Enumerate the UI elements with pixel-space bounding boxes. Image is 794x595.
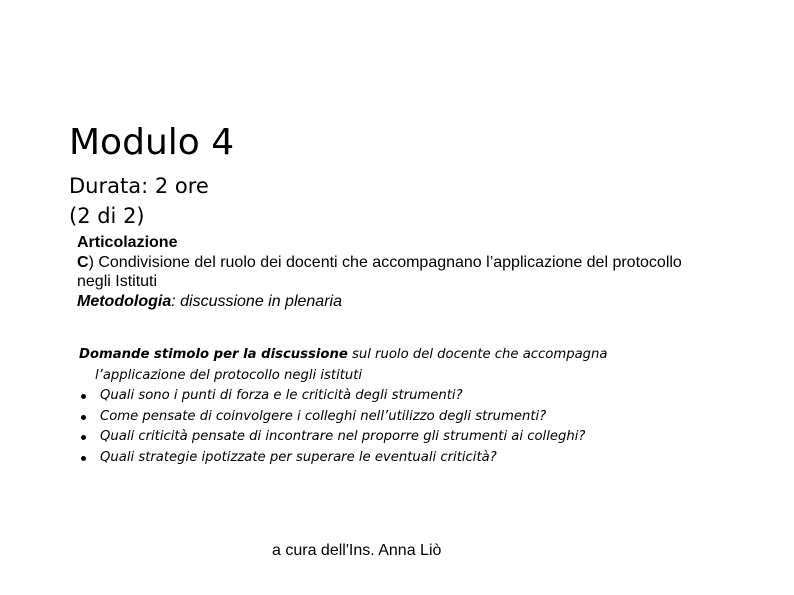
part-text: (2 di 2) <box>69 204 145 228</box>
question-text: Quali strategie ipotizzate per superare le eventuali criticità? <box>100 449 497 465</box>
question-text: Quali criticità pensate di incontrare nel proporre gli strumenti ai colleghi? <box>100 429 586 445</box>
questions-list <box>79 386 679 468</box>
bullet-icon <box>81 415 86 420</box>
questions-intro <box>79 345 679 366</box>
slide-title: Modulo 4 <box>69 122 235 163</box>
list-item <box>79 427 679 448</box>
articolazione-description <box>77 253 697 292</box>
slide-subtitle <box>69 171 209 231</box>
articolazione-heading: Articolazione <box>77 234 178 251</box>
bullet-icon <box>81 456 86 461</box>
methodology-text: : discussione in plenaria <box>171 292 342 310</box>
list-item <box>79 448 679 469</box>
questions-intro-rest: sul ruolo del docente che accompagna <box>347 347 608 362</box>
methodology-label: Metodologia <box>77 292 172 310</box>
articolazione-letter: C <box>77 253 89 271</box>
methodology-line <box>77 292 697 312</box>
list-item <box>79 386 679 407</box>
articolazione-block <box>77 233 697 311</box>
author-credit: a cura dell'Ins. Anna Liò <box>272 542 442 559</box>
bullet-icon <box>81 394 86 399</box>
questions-intro-bold: Domande stimolo per la discussione <box>79 347 348 362</box>
question-text: Quali sono i punti di forza e le criticità degli strumenti? <box>100 388 463 404</box>
list-item <box>79 407 679 428</box>
questions-intro-line2: l’applicazione del protocollo negli istituti <box>95 367 363 383</box>
bullet-icon <box>81 435 86 440</box>
duration-text: Durata: 2 ore <box>69 174 209 198</box>
discussion-questions <box>79 345 679 469</box>
articolazione-text: ) Condivisione del ruolo dei docenti che accompagnano l’applicazione del protocollo negli Istituti <box>77 253 682 290</box>
question-text: Come pensate di coinvolgere i colleghi nell’utilizzo degli strumenti? <box>100 408 547 424</box>
